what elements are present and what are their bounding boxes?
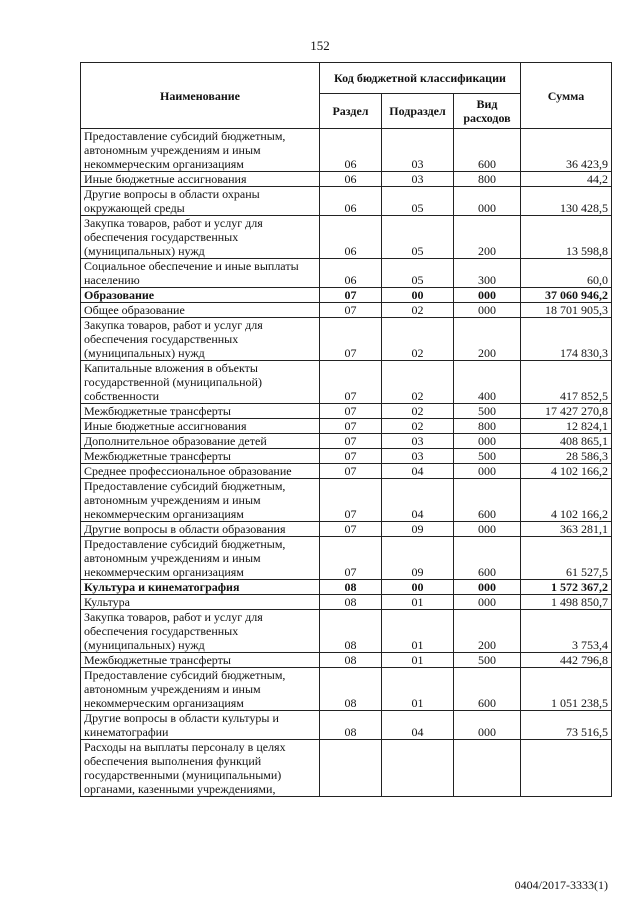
- row-sum: 12 824,1: [521, 419, 612, 434]
- row-sum: [521, 740, 612, 797]
- row-razdel: 08: [320, 668, 382, 711]
- row-razdel: 07: [320, 404, 382, 419]
- row-name: Предоставление субсидий бюджетным, автономным учреждениям и иным некоммерческим организациям: [81, 668, 320, 711]
- row-vid: 000: [454, 580, 521, 595]
- row-vid: 600: [454, 129, 521, 172]
- row-vid: 500: [454, 449, 521, 464]
- header-razdel: Раздел: [320, 94, 382, 129]
- row-sum: 17 427 270,8: [521, 404, 612, 419]
- row-razdel: 07: [320, 537, 382, 580]
- row-podrazdel: 09: [382, 537, 454, 580]
- row-razdel: 07: [320, 303, 382, 318]
- row-razdel: 08: [320, 580, 382, 595]
- row-name: Предоставление субсидий бюджетным, автономным учреждениям и иным некоммерческим организациям: [81, 537, 320, 580]
- row-razdel: 06: [320, 216, 382, 259]
- row-podrazdel: 00: [382, 288, 454, 303]
- row-vid: 300: [454, 259, 521, 288]
- row-vid: 600: [454, 537, 521, 580]
- row-sum: 28 586,3: [521, 449, 612, 464]
- row-sum: 4 102 166,2: [521, 464, 612, 479]
- row-razdel: 06: [320, 259, 382, 288]
- row-name: Другие вопросы в области образования: [81, 522, 320, 537]
- row-name: Общее образование: [81, 303, 320, 318]
- row-podrazdel: [382, 740, 454, 797]
- table-body: [81, 129, 612, 797]
- row-vid: 400: [454, 361, 521, 404]
- header-vid: Вид расходов: [454, 94, 521, 129]
- table-row: [81, 464, 612, 479]
- row-podrazdel: 03: [382, 172, 454, 187]
- row-razdel: 06: [320, 187, 382, 216]
- row-vid: 200: [454, 216, 521, 259]
- row-vid: 200: [454, 610, 521, 653]
- table-header: [81, 63, 612, 129]
- table-row: [81, 610, 612, 653]
- header-name: Наименование: [81, 63, 320, 129]
- table-row: [81, 449, 612, 464]
- header-sum: Сумма: [521, 63, 612, 129]
- row-sum: 442 796,8: [521, 653, 612, 668]
- row-vid: 800: [454, 419, 521, 434]
- row-vid: 000: [454, 464, 521, 479]
- row-sum: 363 281,1: [521, 522, 612, 537]
- table-row: [81, 479, 612, 522]
- row-vid: 000: [454, 711, 521, 740]
- row-razdel: 07: [320, 361, 382, 404]
- row-sum: 1 051 238,5: [521, 668, 612, 711]
- row-sum: 3 753,4: [521, 610, 612, 653]
- row-sum: 1 572 367,2: [521, 580, 612, 595]
- row-sum: 408 865,1: [521, 434, 612, 449]
- row-podrazdel: 02: [382, 361, 454, 404]
- row-vid: 000: [454, 303, 521, 318]
- row-name: Предоставление субсидий бюджетным, автономным учреждениям и иным некоммерческим организациям: [81, 129, 320, 172]
- row-razdel: 07: [320, 419, 382, 434]
- row-name: Закупка товаров, работ и услуг для обеспечения государственных (муниципальных) нужд: [81, 216, 320, 259]
- row-razdel: 08: [320, 595, 382, 610]
- row-podrazdel: 01: [382, 668, 454, 711]
- row-vid: 000: [454, 434, 521, 449]
- row-name: Другие вопросы в области охраны окружающей среды: [81, 187, 320, 216]
- header-code-group: Код бюджетной классификации: [320, 63, 521, 94]
- row-podrazdel: 04: [382, 464, 454, 479]
- row-name: Межбюджетные трансферты: [81, 404, 320, 419]
- row-sum: 1 498 850,7: [521, 595, 612, 610]
- row-podrazdel: 02: [382, 318, 454, 361]
- row-razdel: 07: [320, 464, 382, 479]
- row-sum: 18 701 905,3: [521, 303, 612, 318]
- row-podrazdel: 01: [382, 653, 454, 668]
- row-name: Закупка товаров, работ и услуг для обеспечения государственных (муниципальных) нужд: [81, 610, 320, 653]
- table-row: [81, 216, 612, 259]
- header-podrazdel: Подраздел: [382, 94, 454, 129]
- row-name: Расходы на выплаты персоналу в целях обеспечения выполнения функций государственными (муниципальными) органами, казенными учреждениями,: [81, 740, 320, 797]
- row-vid: 600: [454, 668, 521, 711]
- budget-table: [80, 62, 612, 797]
- table-row: [81, 711, 612, 740]
- row-razdel: 07: [320, 288, 382, 303]
- row-sum: 73 516,5: [521, 711, 612, 740]
- row-name: Капитальные вложения в объекты государственной (муниципальной) собственности: [81, 361, 320, 404]
- table-row: [81, 668, 612, 711]
- page-number: 152: [310, 38, 330, 53]
- row-sum: 174 830,3: [521, 318, 612, 361]
- row-vid: [454, 740, 521, 797]
- row-razdel: 07: [320, 479, 382, 522]
- row-name: Другие вопросы в области культуры и кинематографии: [81, 711, 320, 740]
- row-podrazdel: 09: [382, 522, 454, 537]
- table-row: [81, 172, 612, 187]
- document-code: 0404/2017-3333(1): [514, 878, 608, 892]
- table-row: [81, 187, 612, 216]
- table-row: [81, 129, 612, 172]
- row-podrazdel: 00: [382, 580, 454, 595]
- table-row: [81, 595, 612, 610]
- row-podrazdel: 05: [382, 187, 454, 216]
- row-sum: 61 527,5: [521, 537, 612, 580]
- row-vid: 000: [454, 288, 521, 303]
- row-vid: 500: [454, 653, 521, 668]
- row-razdel: 07: [320, 522, 382, 537]
- row-podrazdel: 04: [382, 711, 454, 740]
- table-row: [81, 434, 612, 449]
- row-sum: 44,2: [521, 172, 612, 187]
- table-row: [81, 653, 612, 668]
- row-sum: 60,0: [521, 259, 612, 288]
- row-razdel: 08: [320, 653, 382, 668]
- table-row: [81, 522, 612, 537]
- row-podrazdel: 05: [382, 216, 454, 259]
- row-razdel: [320, 740, 382, 797]
- row-name: Межбюджетные трансферты: [81, 653, 320, 668]
- row-vid: 000: [454, 595, 521, 610]
- row-vid: 500: [454, 404, 521, 419]
- row-podrazdel: 03: [382, 129, 454, 172]
- table-row: [81, 361, 612, 404]
- row-podrazdel: 02: [382, 404, 454, 419]
- row-podrazdel: 01: [382, 595, 454, 610]
- row-name: Социальное обеспечение и иные выплаты населению: [81, 259, 320, 288]
- row-vid: 000: [454, 522, 521, 537]
- row-podrazdel: 03: [382, 449, 454, 464]
- row-name: Иные бюджетные ассигнования: [81, 172, 320, 187]
- row-vid: 600: [454, 479, 521, 522]
- row-sum: 417 852,5: [521, 361, 612, 404]
- row-name: Предоставление субсидий бюджетным, автономным учреждениям и иным некоммерческим организациям: [81, 479, 320, 522]
- row-podrazdel: 02: [382, 419, 454, 434]
- row-name: Межбюджетные трансферты: [81, 449, 320, 464]
- row-name: Иные бюджетные ассигнования: [81, 419, 320, 434]
- row-razdel: 07: [320, 318, 382, 361]
- table-row: [81, 303, 612, 318]
- table-row: [81, 580, 612, 595]
- row-vid: 200: [454, 318, 521, 361]
- row-sum: 130 428,5: [521, 187, 612, 216]
- row-razdel: 07: [320, 449, 382, 464]
- row-vid: 000: [454, 187, 521, 216]
- row-podrazdel: 04: [382, 479, 454, 522]
- row-sum: 13 598,8: [521, 216, 612, 259]
- row-vid: 800: [454, 172, 521, 187]
- row-name: Закупка товаров, работ и услуг для обеспечения государственных (муниципальных) нужд: [81, 318, 320, 361]
- row-podrazdel: 02: [382, 303, 454, 318]
- row-podrazdel: 01: [382, 610, 454, 653]
- row-podrazdel: 03: [382, 434, 454, 449]
- table-row: [81, 404, 612, 419]
- row-razdel: 06: [320, 172, 382, 187]
- table-row: [81, 419, 612, 434]
- table-row: [81, 288, 612, 303]
- row-name: Среднее профессиональное образование: [81, 464, 320, 479]
- row-sum: 4 102 166,2: [521, 479, 612, 522]
- row-sum: 36 423,9: [521, 129, 612, 172]
- table-row: [81, 318, 612, 361]
- row-razdel: 06: [320, 129, 382, 172]
- row-razdel: 07: [320, 434, 382, 449]
- table-row: [81, 740, 612, 797]
- table-row: [81, 259, 612, 288]
- row-podrazdel: 05: [382, 259, 454, 288]
- row-razdel: 08: [320, 711, 382, 740]
- row-name: Дополнительное образование детей: [81, 434, 320, 449]
- row-name: Культура: [81, 595, 320, 610]
- row-razdel: 08: [320, 610, 382, 653]
- row-name: Образование: [81, 288, 320, 303]
- row-name: Культура и кинематография: [81, 580, 320, 595]
- table-row: [81, 537, 612, 580]
- row-sum: 37 060 946,2: [521, 288, 612, 303]
